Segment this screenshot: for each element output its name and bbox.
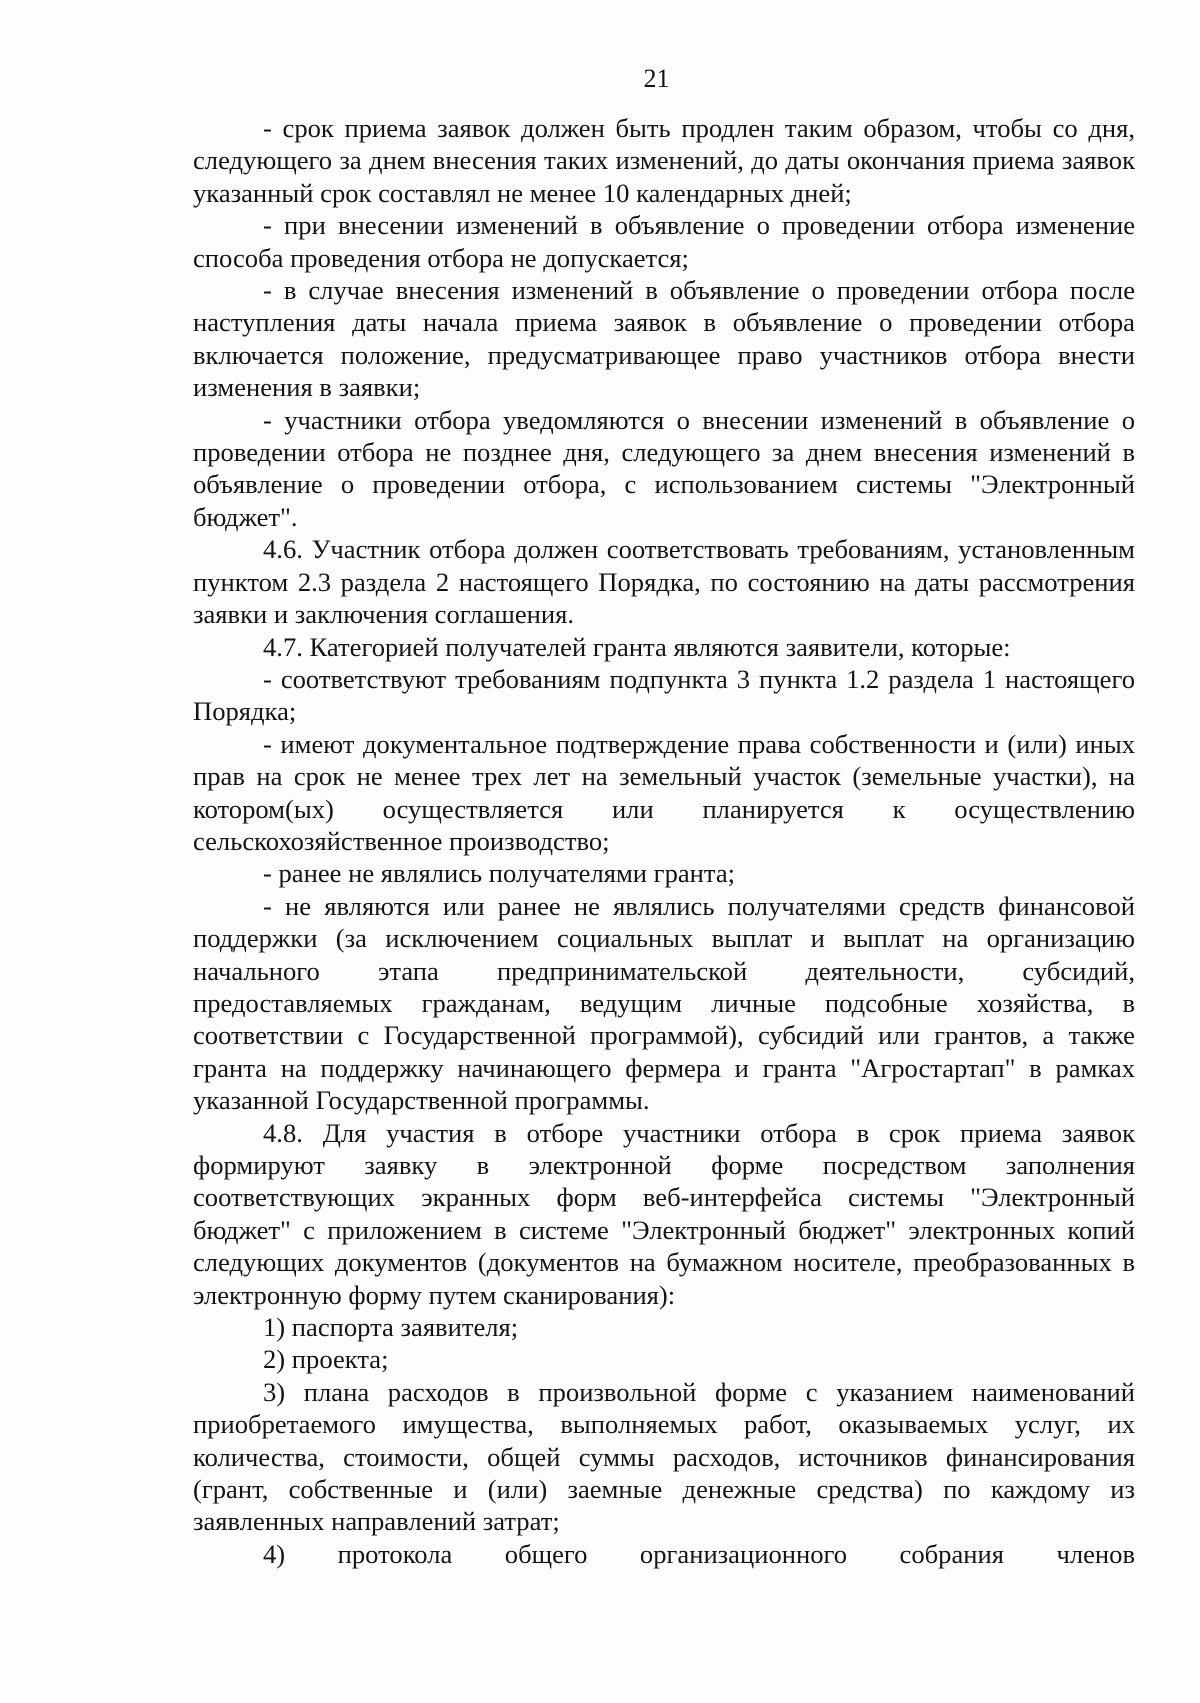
document-body: [193, 112, 1135, 1570]
page-number: 21: [643, 64, 670, 93]
paragraph: - в случае внесения изменений в объявление о проведении отбора после наступления даты начала приема заявок в объявление о проведении отбора включается положение, предусматривающее право участников отбора внести изменения в заявки;: [193, 275, 1135, 403]
paragraph: - соответствуют требованиям подпункта 3 пункта 1.2 раздела 1 настоящего Порядка;: [193, 663, 1135, 727]
paragraph: - при внесении изменений в объявление о проведении отбора изменение способа проведения отбора не допускается;: [193, 210, 1135, 273]
list-item: 4) протокола общего организационного собрания членов: [263, 1538, 1135, 1569]
paragraph: - имеют документальное подтверждение права собственности и (или) иных прав на срок не менее трех лет на земельный участок (земельные участки), на котором(ых) осуществляется или планируется к осуществлению сельскохозяйственное производство;: [193, 728, 1135, 856]
paragraph: - не являются или ранее не являлись получателями средств финансовой поддержки (за исключением социальных выплат и выплат на организацию начального этапа предпринимательской деятельности, субсидий, предоставляемых гражданам, ведущим личные подсобные хозяйства, в соответствии с Государственной программой), субсидий или грантов, а также гранта на поддержку начинающего фермера и гранта "Агростартап" в рамках указанной Государственной программы.: [193, 890, 1135, 1116]
list-item: 3) плана расходов в произвольной форме с указанием наименований приобретаемого имущества, выполняемых работ, оказываемых услуг, их количества, стоимости, общей суммы расходов, источников финансирования (грант, собственные и (или) заемные денежные средства) по каждому из заявленных направлений затрат;: [193, 1376, 1135, 1537]
list-item: 1) паспорта заявителя;: [263, 1312, 519, 1343]
paragraph: - срок приема заявок должен быть продлен таким образом, чтобы со дня, следующего за днем внесения таких изменений, до даты окончания приема заявок указанный срок составлял не менее 10 календарных дней;: [193, 113, 1135, 208]
paragraph: 4.8. Для участия в отборе участники отбора в срок приема заявок формируют заявку в электронной форме посредством заполнения соответствующих экранных форм веб-интерфейса системы "Электронный бюджет" с приложением в системе "Электронный бюджет" электронных копий следующих документов (документов на бумажном носителе, преобразованных в электронную форму путем сканирования):: [193, 1117, 1135, 1310]
paragraph: - ранее не являлись получателями гранта;: [263, 858, 736, 889]
list-item: 2) проекта;: [263, 1344, 389, 1375]
paragraph: - участники отбора уведомляются о внесении изменений в объявление о проведении отбора не позднее дня, следующего за днем внесения изменений в объявление о проведении отбора, с использованием системы "Электронный бюджет".: [193, 404, 1135, 532]
paragraph: 4.6. Участник отбора должен соответствовать требованиям, установленным пунктом 2.3 раздела 2 настоящего Порядка, по состоянию на даты рассмотрения заявки и заключения соглашения.: [193, 534, 1135, 630]
paragraph: 4.7. Категорией получателей гранта являются заявители, которые:: [263, 631, 1011, 662]
